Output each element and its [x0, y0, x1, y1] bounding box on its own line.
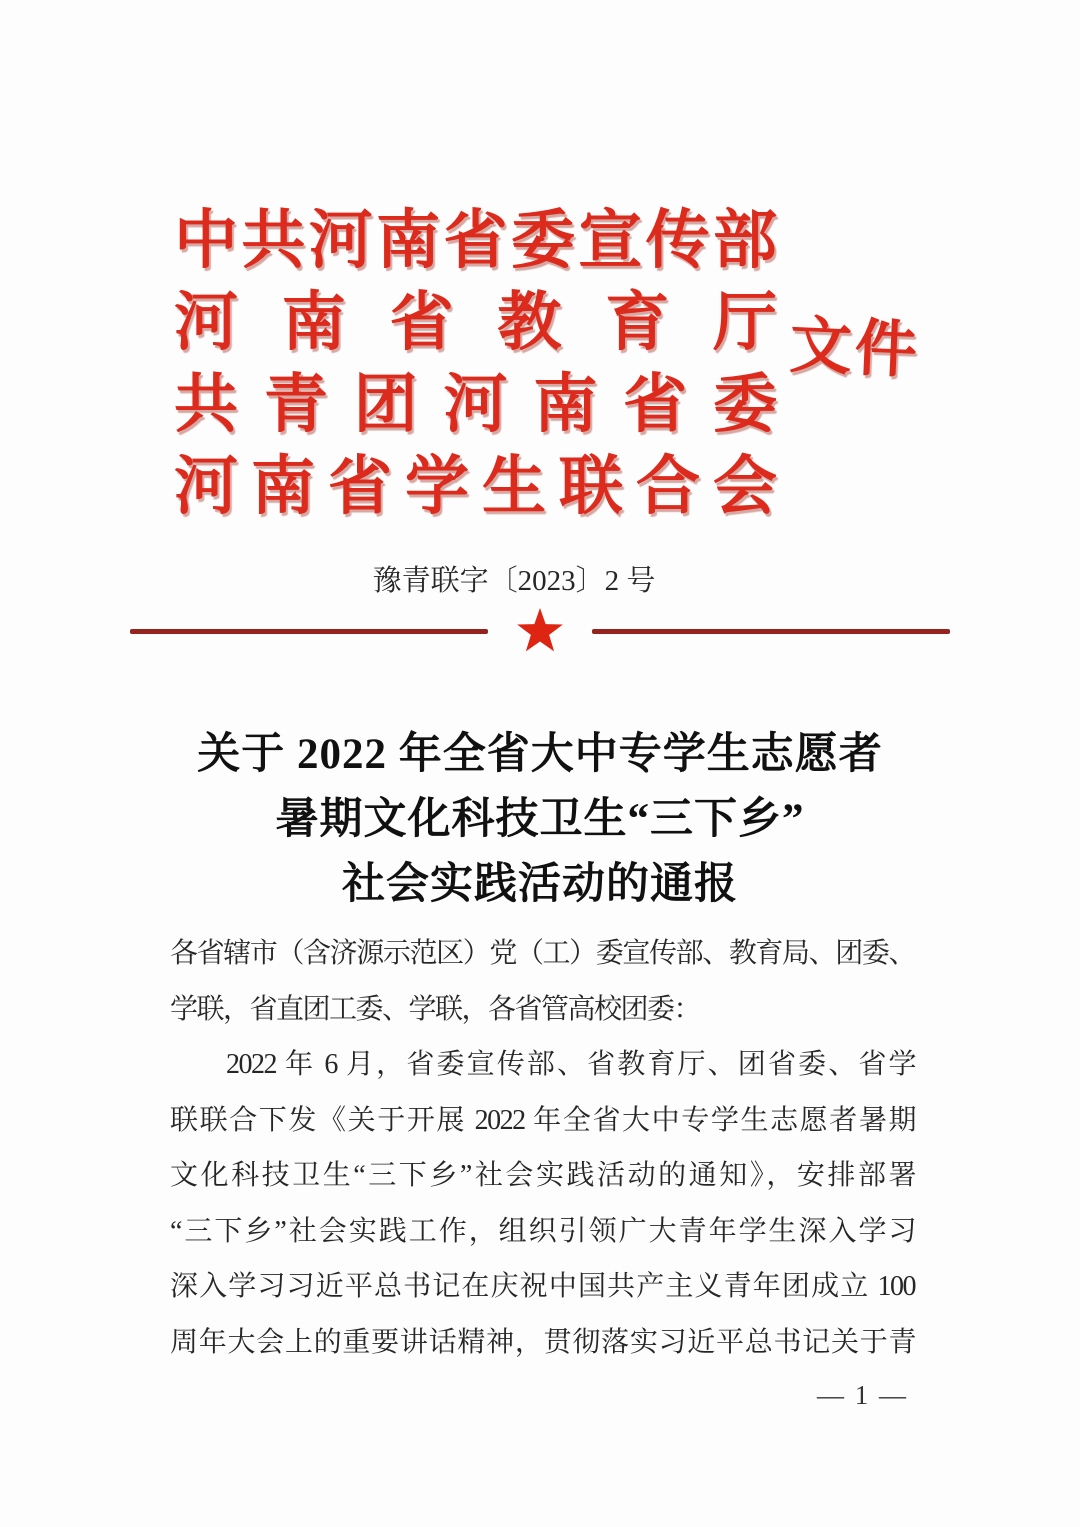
red-divider	[130, 602, 950, 660]
org-names-block	[174, 194, 777, 522]
page-number: — 1 —	[817, 1380, 908, 1410]
org-name-line: 河 南 省 教 育 厅	[174, 287, 777, 358]
body-line: 各省辖市（含济源示范区）党（工）委宣传部、教育局、团委、	[170, 938, 915, 969]
document-body	[170, 926, 915, 1370]
title-line: 暑期文化科技卫生“三下乡”	[275, 796, 805, 843]
body-line: 2022 年 6 月，省委宣传部、省教育厅、团省委、省学	[226, 1049, 915, 1080]
body-line: 文化科技卫生“三下乡”社会实践活动的通知》，安排部署	[170, 1160, 915, 1191]
org-name-line: 中 共 河 南 省 委 宣 传 部	[174, 205, 777, 276]
org-name-line: 河 南 省 学 生 联 合 会	[174, 451, 777, 522]
org-name-line: 共 青 团 河 南 省 委	[174, 369, 777, 440]
doc-number: 豫青联字〔2023〕2 号	[372, 565, 656, 597]
document-word-label: 文件	[788, 312, 922, 386]
title-line: 关于 2022 年全省大中专学生志愿者	[197, 731, 883, 778]
body-line: “三下乡”社会实践工作，组织引领广大青年学生深入学习	[170, 1215, 915, 1247]
document-title	[0, 722, 1080, 917]
divider-line-right	[592, 629, 950, 634]
star-icon	[516, 603, 564, 659]
divider-line-left	[130, 629, 488, 634]
title-line: 社会实践活动的通报	[342, 861, 738, 908]
body-line: 联联合下发《关于开展 2022 年全省大中专学生志愿者暑期	[170, 1104, 915, 1136]
body-line: 深入学习习近平总书记在庆祝中国共产主义青年团成立 100	[170, 1271, 915, 1302]
body-line: 周年大会上的重要讲话精神，贯彻落实习近平总书记关于青	[170, 1326, 915, 1358]
body-line: 学联，省直团工委、学联，各省管高校团委：	[170, 993, 701, 1025]
